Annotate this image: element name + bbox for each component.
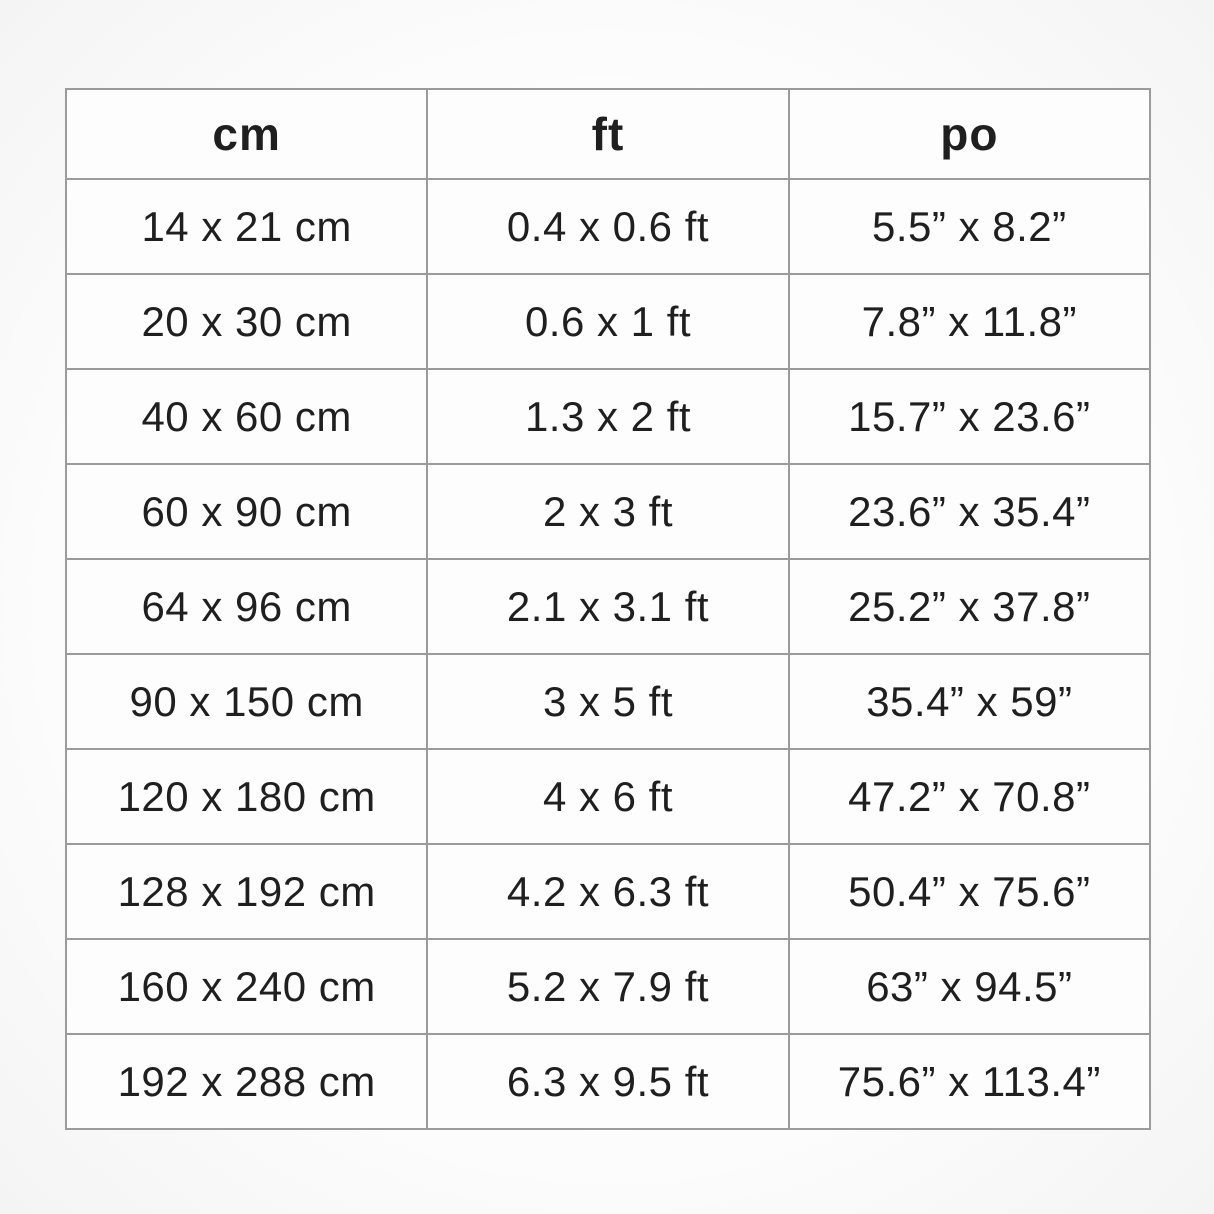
table-row [66,749,1150,844]
cell-ft: 2.1 x 3.1 ft [427,559,788,654]
cell-cm: 128 x 192 cm [66,844,427,939]
table-row [66,369,1150,464]
cell-ft: 0.4 x 0.6 ft [427,179,788,274]
cell-ft: 0.6 x 1 ft [427,274,788,369]
cell-cm: 120 x 180 cm [66,749,427,844]
header-row [66,89,1150,179]
table-row [66,844,1150,939]
cell-po: 63” x 94.5” [789,939,1150,1034]
cell-cm: 14 x 21 cm [66,179,427,274]
table-row [66,179,1150,274]
table-row [66,654,1150,749]
table-row [66,559,1150,654]
header-cell-cm: cm [66,89,427,179]
cell-ft: 2 x 3 ft [427,464,788,559]
cell-po: 5.5” x 8.2” [789,179,1150,274]
cell-cm: 60 x 90 cm [66,464,427,559]
cell-cm: 64 x 96 cm [66,559,427,654]
cell-ft: 5.2 x 7.9 ft [427,939,788,1034]
cell-po: 25.2” x 37.8” [789,559,1150,654]
cell-po: 47.2” x 70.8” [789,749,1150,844]
header-cell-po: po [789,89,1150,179]
cell-cm: 160 x 240 cm [66,939,427,1034]
table-body [66,179,1150,1129]
cell-ft: 3 x 5 ft [427,654,788,749]
table-row [66,274,1150,369]
table-row [66,1034,1150,1129]
cell-po: 50.4” x 75.6” [789,844,1150,939]
cell-po: 15.7” x 23.6” [789,369,1150,464]
cell-po: 35.4” x 59” [789,654,1150,749]
cell-ft: 4 x 6 ft [427,749,788,844]
size-conversion-table [65,88,1151,1130]
table-row [66,464,1150,559]
cell-po: 75.6” x 113.4” [789,1034,1150,1129]
table-header [66,89,1150,179]
cell-cm: 20 x 30 cm [66,274,427,369]
cell-cm: 192 x 288 cm [66,1034,427,1129]
cell-ft: 4.2 x 6.3 ft [427,844,788,939]
cell-cm: 40 x 60 cm [66,369,427,464]
cell-ft: 6.3 x 9.5 ft [427,1034,788,1129]
cell-po: 23.6” x 35.4” [789,464,1150,559]
cell-ft: 1.3 x 2 ft [427,369,788,464]
cell-po: 7.8” x 11.8” [789,274,1150,369]
header-cell-ft: ft [427,89,788,179]
table-row [66,939,1150,1034]
cell-cm: 90 x 150 cm [66,654,427,749]
